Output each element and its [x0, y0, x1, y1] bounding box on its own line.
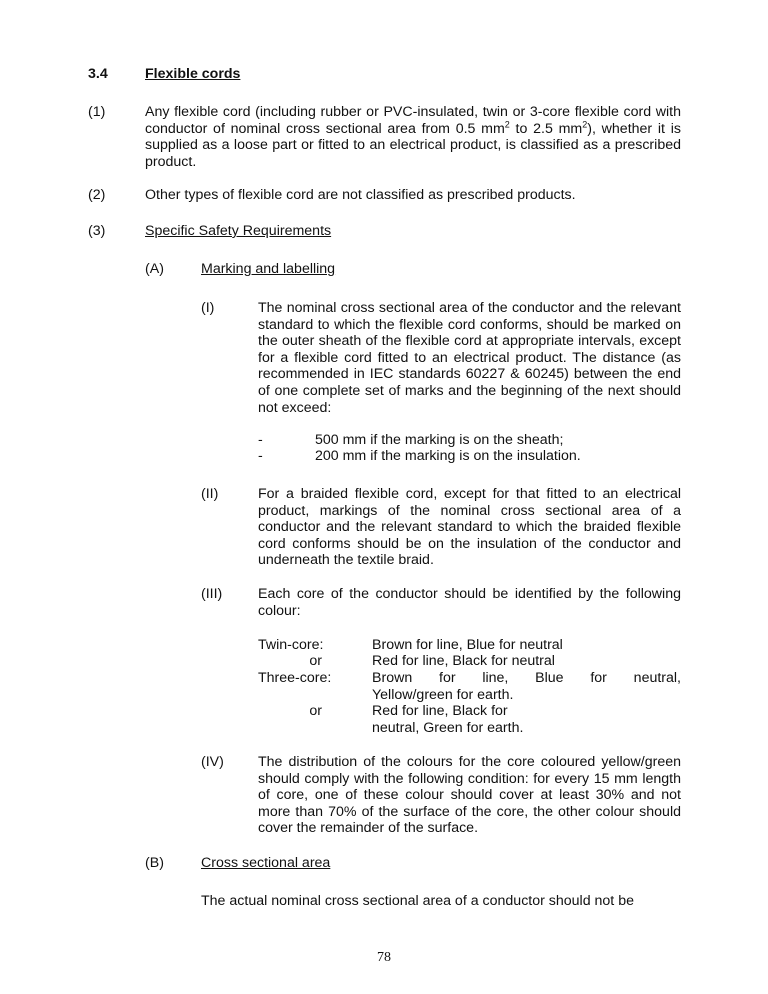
- paragraph-label: (2): [88, 187, 106, 203]
- page-number: 78: [377, 950, 391, 965]
- bullet-text: 500 mm if the marking is on the sheath;: [315, 432, 564, 448]
- colour-label: or: [309, 703, 322, 719]
- colour-label: Twin-core:: [258, 637, 324, 653]
- colour-desc: Brown for line, Blue for neutral: [372, 637, 563, 653]
- paragraph-label: (1): [88, 104, 106, 120]
- section-number: 3.4: [88, 66, 108, 82]
- paragraph-2: Other types of flexible cord are not classified as prescribed products.: [145, 187, 576, 203]
- section-title: Flexible cords: [145, 66, 241, 82]
- paragraph-1: Any flexible cord (including rubber or PVC-insulated, twin or 3-core flexible cord with conductor of nominal cross sectional area from 0.5 $mm^2$ to 2.5 $mm^2$), whether it is supplied as a loose part or fitted to an electrical product, is classified as a prescribed product.: [145, 104, 681, 170]
- colour-label: or: [309, 653, 322, 669]
- item-label: (III): [201, 586, 223, 602]
- subsection-b-label: (B): [145, 855, 164, 871]
- subsection-a-label: (A): [145, 261, 164, 277]
- paragraph-3-heading: Specific Safety Requirements: [145, 223, 332, 239]
- subsection-b-heading: Cross sectional area: [201, 855, 331, 871]
- colour-desc: Red for line, Black for neutral, Green for earth.: [372, 703, 524, 736]
- item-label: (II): [201, 486, 219, 502]
- colour-label: Three-core:: [258, 670, 332, 686]
- item-iii-text: Each core of the conductor should be identified by the following colour:: [258, 586, 681, 619]
- item-ii-text: For a braided flexible cord, except for that fitted to an electrical product, markings of the nominal cross sectional area of a conductor and the relevant standard to which the braided flexible cord conforms should be on the insulation of the conductor and underneath the textile braid.: [258, 486, 681, 569]
- subsection-a-heading: Marking and labelling: [201, 261, 336, 277]
- item-label: (I): [201, 300, 215, 316]
- colour-desc: Brown for line, Blue for neutral, Yellow/green for earth.: [372, 670, 681, 703]
- bullet-dash: -: [258, 432, 263, 448]
- bullet-dash: -: [258, 448, 263, 464]
- bullet-text: 200 mm if the marking is on the insulation.: [315, 448, 581, 464]
- subsection-b-text: The actual nominal cross sectional area of a conductor should not be: [201, 893, 634, 909]
- item-i-text: The nominal cross sectional area of the conductor and the relevant standard to which the flexible cord conforms, should be marked on the outer sheath of the flexible cord at appropriate intervals, except for a flexible cord fitted to an electrical product. The distance (as recommended in IEC standards 60227 & 60245) between the end of one complete set of marks and the beginning of the next should not exceed:: [258, 300, 681, 416]
- item-iv-text: The distribution of the colours for the core coloured yellow/green should comply with the following condition: for every 15 mm length of core, one of these colour should cover at least 30% and not more than 70% of the surface of the core, the other colour should cover the remainder of the surface.: [258, 754, 681, 837]
- colour-desc: Red for line, Black for neutral: [372, 653, 555, 669]
- paragraph-label: (3): [88, 223, 106, 239]
- item-label: (IV): [201, 754, 224, 770]
